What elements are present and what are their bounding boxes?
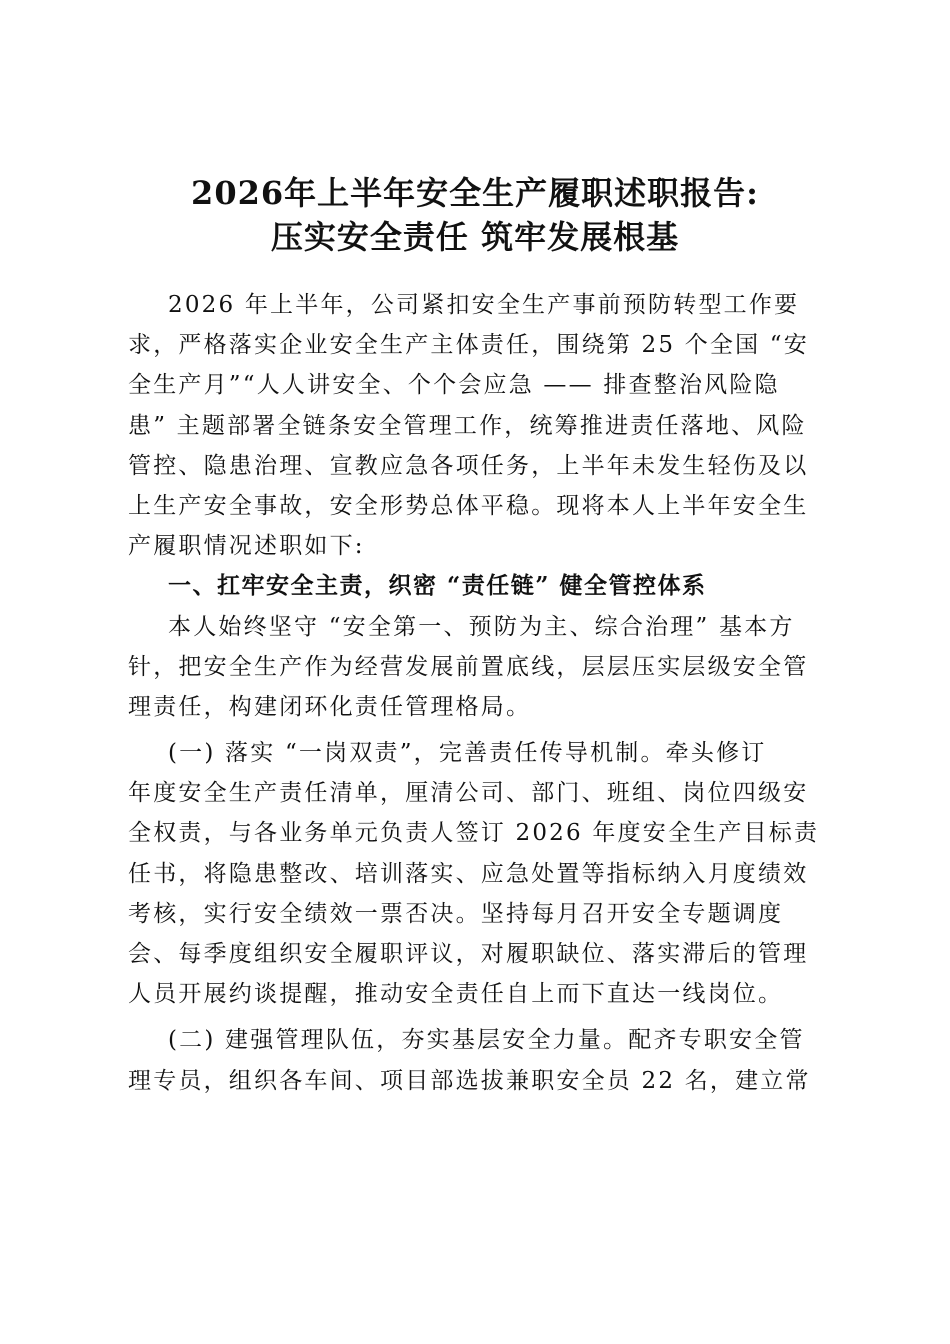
paragraph-line: 理责任，构建闭环化责任管理格局。 bbox=[128, 693, 532, 720]
document-title-line-2: 压实安全责任 筑牢发展根基 bbox=[270, 218, 680, 256]
section-heading: 一、扛牢安全主责，织密 “责任链” 健全管控体系 bbox=[168, 572, 707, 600]
paragraph-line: 理专员，组织各车间、项目部选拔兼职安全员 22 名，建立常 bbox=[128, 1067, 811, 1094]
subsection-line: (二) 建强管理队伍，夯实基层安全力量。配齐专职安全管 bbox=[168, 1027, 805, 1054]
subsection-line: (一) 落实 “一岗双责”，完善责任传导机制。牵头修订 bbox=[168, 740, 767, 767]
paragraph-line: 管控、隐患治理、宣教应急各项任务，上半年未发生轻伤及以 bbox=[128, 452, 809, 479]
paragraph-line: 考核，实行安全绩效一票否决。坚持每月召开安全专题调度 bbox=[128, 900, 784, 927]
paragraph-line: 全生产月”“人人讲安全、个个会应急 —— 排查整治风险隐 bbox=[128, 372, 780, 399]
paragraph-line: 年度安全生产责任清单，厘清公司、部门、班组、岗位四级安 bbox=[128, 780, 809, 807]
paragraph-line: 本人始终坚守 “安全第一、预防为主、综合治理” 基本方 bbox=[168, 613, 795, 640]
paragraph-line: 上生产安全事故，安全形势总体平稳。现将本人上半年安全生 bbox=[128, 492, 809, 519]
paragraph-line: 针，把安全生产作为经营发展前置底线，层层压实层级安全管 bbox=[128, 653, 809, 680]
document-title-line-1: 2026年上半年安全生产履职述职报告: bbox=[191, 174, 759, 212]
paragraph-line: 产履职情况述职如下: bbox=[128, 533, 365, 560]
paragraph-line: 全权责，与各业务单元负责人签订 2026 年度安全生产目标责 bbox=[128, 820, 820, 847]
paragraph-line: 会、每季度组织安全履职评议，对履职缺位、落实滞后的管理 bbox=[128, 941, 809, 967]
paragraph-line: 求，严格落实企业安全生产主体责任，围绕第 25 个全国 “安 bbox=[128, 332, 809, 359]
paragraph-line: 患” 主题部署全链条安全管理工作，统筹推进责任落地、风险 bbox=[128, 412, 807, 439]
paragraph-line: 2026 年上半年，公司紧扣安全生产事前预防转型工作要 bbox=[168, 292, 800, 318]
paragraph-line: 任书，将隐患整改、培训落实、应急处置等指标纳入月度绩效 bbox=[128, 860, 809, 887]
document-body bbox=[128, 285, 828, 1101]
paragraph-line: 人员开展约谈提醒，推动安全责任自上而下直达一线岗位。 bbox=[128, 981, 784, 1008]
